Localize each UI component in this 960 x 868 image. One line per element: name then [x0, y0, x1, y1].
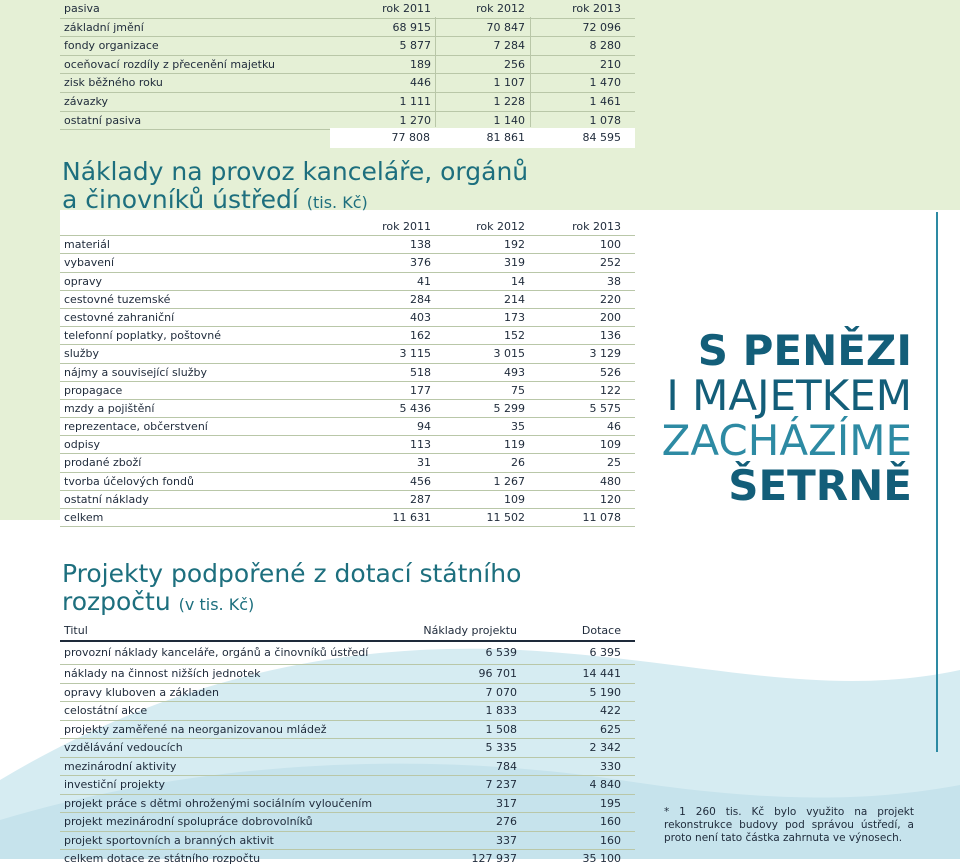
row-label: cestovné tuzemské	[64, 292, 171, 306]
table-row	[60, 254, 635, 272]
cell-subsidy: 160	[600, 815, 621, 828]
cell-costs: 1 833	[485, 704, 517, 717]
row-label: závazky	[64, 94, 109, 108]
table-row	[60, 702, 635, 721]
cell-2013: 38	[607, 274, 621, 288]
header-cell: rok 2012	[476, 220, 525, 233]
row-label: oceňovací rozdíly z přecenění majetku	[64, 57, 275, 71]
row-label: projekty zaměřené na neorganizovanou mládež	[64, 722, 327, 736]
column-divider	[530, 17, 531, 127]
cell-2013: 3 129	[589, 347, 621, 361]
table-row	[60, 739, 635, 758]
cell-2012: 75	[511, 383, 525, 397]
projects-table	[60, 620, 635, 868]
table-row	[60, 436, 635, 454]
row-label: cestovné zahraniční	[64, 310, 175, 324]
table-row	[60, 93, 635, 112]
cell-2011: 376	[410, 256, 431, 270]
table-row	[60, 291, 635, 309]
cell-costs: 276	[496, 815, 517, 828]
cell-2011: 138	[410, 238, 431, 252]
table-header	[60, 620, 635, 642]
footnote: * 1 260 tis. Kč bylo využito na projekt rekonstrukce budovy pod správou ústředí, a proto není tato částka zahrnuta ve výnosech.	[664, 806, 914, 844]
row-label: telefonní poplatky, poštovné	[64, 329, 222, 343]
cell-2012: 1 228	[493, 94, 525, 108]
cell-2013: 136	[600, 329, 621, 343]
row-label: odpisy	[64, 438, 100, 452]
slogan-line: ZACHÁZÍME	[661, 416, 912, 465]
cell-2011: 177	[410, 383, 431, 397]
row-label: zisk běžného roku	[64, 76, 163, 90]
cell-2011: 41	[417, 274, 431, 288]
column-divider	[435, 17, 436, 127]
total-2012: 81 861	[486, 131, 525, 144]
row-label: fondy organizace	[64, 39, 159, 53]
slogan-divider	[936, 212, 938, 752]
cell-2011: 113	[410, 438, 431, 452]
cell-2012: 35	[511, 420, 525, 434]
cell-2011: 1 111	[399, 94, 431, 108]
table-row	[60, 400, 635, 418]
table-row	[60, 665, 635, 684]
cell-2013: 480	[600, 474, 621, 488]
cell-subsidy: 422	[600, 704, 621, 717]
assets-total-row	[330, 128, 635, 148]
header-cell: rok 2011	[382, 2, 431, 15]
table-row	[60, 382, 635, 400]
cell-2012: 3 015	[493, 347, 525, 361]
cell-2013: 526	[600, 365, 621, 379]
cell-2013: 1 461	[589, 94, 621, 108]
slogan-line: ŠETRNĚ	[728, 461, 912, 510]
row-label: ostatní pasiva	[64, 113, 142, 127]
header-cell: pasiva	[64, 2, 100, 15]
cell-2012: 256	[504, 57, 525, 71]
cell-2011: 284	[410, 292, 431, 306]
costs-title-line1: Náklady na provoz kanceláře, orgánů	[62, 157, 529, 186]
slogan-line: I MAJETKEM	[666, 371, 912, 420]
cell-2012: 192	[504, 238, 525, 252]
cell-costs: 784	[496, 759, 517, 773]
slogan-line: S PENĚZI	[697, 326, 912, 375]
projects-heading	[62, 560, 521, 619]
cell-2012: 152	[504, 329, 525, 343]
table-row	[60, 813, 635, 832]
row-label: tvorba účelových fondů	[64, 474, 194, 488]
header-cell: Náklady projektu	[423, 624, 517, 637]
row-label: mzdy a pojištění	[64, 401, 155, 415]
cell-2012: 173	[504, 310, 525, 324]
cell-2011: 5 436	[399, 401, 431, 415]
row-label: opravy kluboven a základen	[64, 685, 219, 699]
row-label: ostatní náklady	[64, 492, 149, 506]
table-row	[60, 56, 635, 75]
cell-subsidy: 195	[600, 796, 621, 810]
cell-2011: 1 270	[399, 113, 431, 127]
projects-unit: (v tis. Kč)	[178, 595, 255, 614]
cell-costs: 317	[496, 796, 517, 810]
slogan	[652, 328, 912, 508]
row-label: provozní náklady kanceláře, orgánů a činovníků ústředí	[64, 646, 369, 659]
cell-costs: 96 701	[478, 667, 517, 680]
header-cell: rok 2011	[382, 220, 431, 233]
cell-2011: 68 915	[392, 20, 431, 34]
costs-heading	[62, 158, 528, 217]
cell-subsidy: 2 342	[589, 741, 621, 754]
table-row	[60, 684, 635, 703]
cell-2013: 200	[600, 310, 621, 324]
cell-2013: 5 575	[589, 401, 621, 415]
cell-2013: 11 078	[582, 511, 621, 524]
cell-2011: 31	[417, 456, 431, 470]
cell-2013: 109	[600, 438, 621, 452]
costs-title-line2: a činovníků ústředí	[62, 185, 299, 214]
table-row	[60, 327, 635, 345]
cell-2013: 210	[600, 57, 621, 71]
table-row	[60, 832, 635, 851]
table-row	[60, 795, 635, 814]
cell-2012: 14	[511, 274, 525, 288]
costs-unit: (tis. Kč)	[306, 193, 368, 212]
table-row	[60, 776, 635, 795]
cell-2013: 122	[600, 383, 621, 397]
row-label: materiál	[64, 238, 110, 252]
row-label: propagace	[64, 383, 123, 397]
table-row	[60, 418, 635, 436]
row-label: celkem	[64, 511, 104, 524]
cell-2013: 8 280	[589, 39, 621, 53]
total-2011: 77 808	[391, 131, 430, 144]
table-row	[60, 642, 635, 665]
row-label: celostátní akce	[64, 704, 148, 717]
cell-2012: 11 502	[486, 511, 525, 524]
cell-2012: 70 847	[486, 20, 525, 34]
cell-costs: 7 237	[485, 778, 517, 791]
cell-subsidy: 5 190	[589, 685, 621, 699]
header-cell: rok 2013	[572, 2, 621, 15]
row-label: služby	[64, 347, 100, 361]
cell-2013: 25	[607, 456, 621, 470]
table-header	[60, 0, 635, 19]
header-cell: rok 2013	[572, 220, 621, 233]
cell-2012: 493	[504, 365, 525, 379]
cell-2013: 100	[600, 238, 621, 252]
cell-2013: 1 470	[589, 76, 621, 90]
table-row	[60, 454, 635, 472]
table-header	[60, 218, 635, 236]
cell-subsidy: 6 395	[589, 646, 621, 659]
row-label: základní jmění	[64, 20, 144, 34]
table-row	[60, 345, 635, 363]
cell-2013: 46	[607, 420, 621, 434]
cell-2011: 518	[410, 365, 431, 379]
cell-2011: 5 877	[399, 39, 431, 53]
cell-2011: 456	[410, 474, 431, 488]
row-label: projekt mezinárodní spolupráce dobrovolníků	[64, 815, 313, 828]
row-label: projekt sportovních a branných aktivit	[64, 833, 274, 847]
cell-2011: 11 631	[392, 511, 431, 524]
projects-title-line1: Projekty podpořené z dotací státního	[62, 559, 522, 588]
cell-costs: 127 937	[471, 852, 517, 865]
row-label: náklady na činnost nižších jednotek	[64, 667, 261, 680]
cell-2012: 1 267	[493, 474, 525, 488]
cell-2011: 94	[417, 420, 431, 434]
row-label: opravy	[64, 274, 102, 288]
row-label: investiční projekty	[64, 778, 165, 791]
cell-2011: 3 115	[399, 347, 431, 361]
total-2013: 84 595	[582, 131, 621, 144]
cell-subsidy: 4 840	[589, 778, 621, 791]
cell-2012: 26	[511, 456, 525, 470]
table-row	[60, 491, 635, 509]
assets-table	[60, 0, 635, 130]
table-row	[60, 473, 635, 491]
cell-subsidy: 625	[600, 722, 621, 736]
cell-costs: 337	[496, 833, 517, 847]
projects-title-line2: rozpočtu	[62, 587, 171, 616]
header-cell: Titul	[64, 624, 88, 637]
table-row	[60, 74, 635, 93]
cell-2011: 189	[410, 57, 431, 71]
cell-2013: 72 096	[582, 20, 621, 34]
table-row	[60, 273, 635, 291]
cell-costs: 7 070	[485, 685, 517, 699]
cell-subsidy: 14 441	[582, 667, 621, 680]
cell-subsidy: 35 100	[582, 852, 621, 865]
cell-subsidy: 330	[600, 759, 621, 773]
cell-2012: 5 299	[493, 401, 525, 415]
row-label: prodané zboží	[64, 456, 142, 470]
cell-2012: 7 284	[493, 39, 525, 53]
cell-2012: 214	[504, 292, 525, 306]
table-row	[60, 236, 635, 254]
cell-2012: 119	[504, 438, 525, 452]
row-label: mezinárodní aktivity	[64, 759, 177, 773]
row-label: reprezentace, občerstvení	[64, 420, 208, 434]
cell-2013: 220	[600, 292, 621, 306]
cell-costs: 6 539	[485, 646, 517, 659]
costs-table	[60, 218, 635, 527]
table-row	[60, 309, 635, 327]
cell-2011: 403	[410, 310, 431, 324]
cell-subsidy: 160	[600, 833, 621, 847]
cell-2013: 1 078	[589, 113, 621, 127]
row-label: nájmy a související služby	[64, 365, 207, 379]
table-row-total	[60, 509, 635, 527]
cell-2013: 120	[600, 492, 621, 506]
cell-2011: 287	[410, 492, 431, 506]
row-label: projekt práce s dětmi ohroženými sociálním vyloučením	[64, 796, 373, 810]
cell-2011: 446	[410, 76, 431, 90]
cell-costs: 5 335	[485, 741, 517, 754]
table-row	[60, 758, 635, 777]
row-label: vzdělávání vedoucích	[64, 741, 183, 754]
cell-2011: 162	[410, 329, 431, 343]
row-label: celkem dotace ze státního rozpočtu	[64, 852, 261, 865]
cell-2012: 109	[504, 492, 525, 506]
table-row	[60, 19, 635, 38]
cell-2012: 319	[504, 256, 525, 270]
header-cell: rok 2012	[476, 2, 525, 15]
cell-2012: 1 140	[493, 113, 525, 127]
header-cell: Dotace	[581, 624, 621, 637]
table-row	[60, 37, 635, 56]
cell-costs: 1 508	[485, 722, 517, 736]
cell-2013: 252	[600, 256, 621, 270]
table-row	[60, 364, 635, 382]
cell-2012: 1 107	[493, 76, 525, 90]
row-label: vybavení	[64, 256, 115, 270]
table-row	[60, 721, 635, 740]
